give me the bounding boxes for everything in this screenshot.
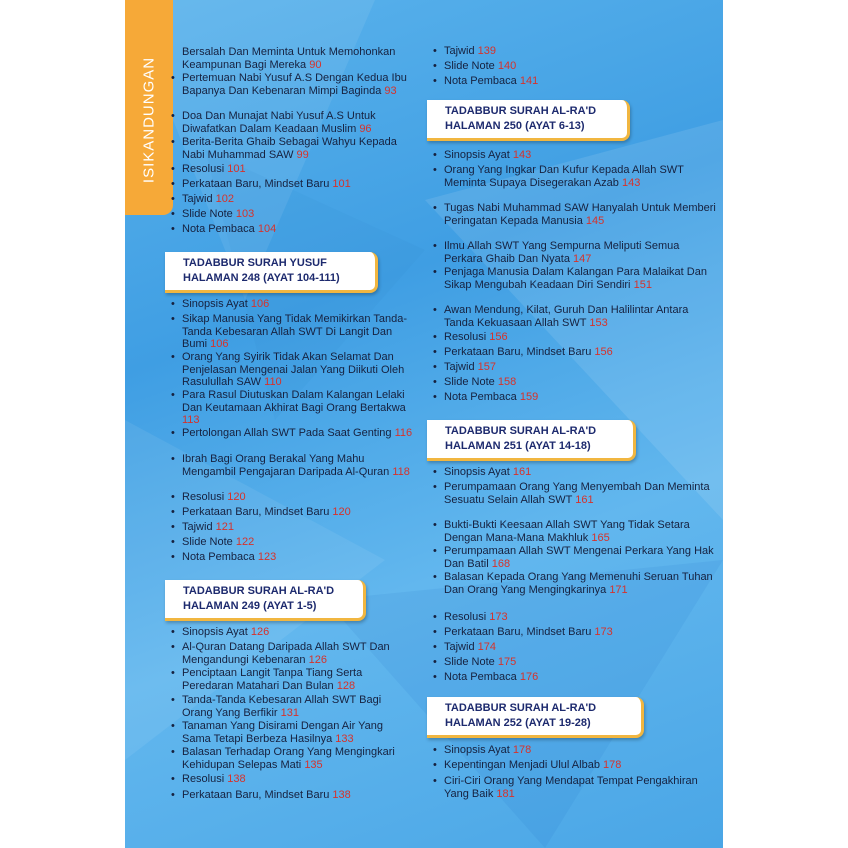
toc-item[interactable]: • Penjaga Manusia Dalam Kalangan Para Malaikat Dan Sikap Mengubah Keadaan Diri Sendiri 151 xyxy=(427,266,717,291)
toc-item[interactable]: • Slide Note 122 xyxy=(165,536,413,549)
toc-item[interactable]: • Perkataan Baru, Mindset Baru 120 xyxy=(165,506,413,519)
toc-item[interactable]: • Slide Note 158 xyxy=(427,376,717,389)
toc-item[interactable]: • Slide Note 140 xyxy=(427,60,717,73)
toc-item[interactable]: • Perkataan Baru, Mindset Baru 173 xyxy=(427,626,717,639)
toc-item[interactable]: • Sinopsis Ayat 126 xyxy=(165,626,413,639)
toc-item[interactable]: • Berita-Berita Ghaib Sebagai Wahyu Kepada Nabi Muhammad SAW 99 xyxy=(165,136,413,161)
toc-item[interactable]: • Pertolongan Allah SWT Pada Saat Genting 116 xyxy=(165,427,413,440)
section-subtitle: HALAMAN 251 (AYAT 14-18) xyxy=(445,440,591,452)
section-title: TADABBUR SURAH AL-RA'D xyxy=(445,105,597,117)
section-title: TADABBUR SURAH AL-RA'D xyxy=(445,425,597,437)
section-subtitle: HALAMAN 252 (AYAT 19-28) xyxy=(445,717,591,729)
toc-item[interactable]: • Para Rasul Diutuskan Dalam Kalangan Lelaki Dan Keutamaan Akhirat Bagi Orang Bertakwa 113 xyxy=(165,389,413,427)
toc-item[interactable]: • Sinopsis Ayat 143 xyxy=(427,149,717,162)
toc-item[interactable]: • Penciptaan Langit Tanpa Tiang Serta Peredaran Matahari Dan Bulan 128 xyxy=(165,667,413,692)
toc-item[interactable]: • Resolusi 173 xyxy=(427,611,717,624)
toc-item[interactable]: • Nota Pembaca 159 xyxy=(427,391,717,404)
toc-item[interactable]: • Tajwid 121 xyxy=(165,521,413,534)
toc-item[interactable]: • Perkataan Baru, Mindset Baru 156 xyxy=(427,346,717,359)
side-tab-label: ISIKANDUNGAN xyxy=(140,56,158,184)
toc-item[interactable]: • Ilmu Allah SWT Yang Sempurna Meliputi Semua Perkara Ghaib Dan Nyata 147 xyxy=(427,240,717,265)
toc-item[interactable]: • Slide Note 175 xyxy=(427,656,717,669)
toc-item[interactable]: • Tajwid 139 xyxy=(427,45,717,58)
toc-item[interactable]: • Nota Pembaca 176 xyxy=(427,671,717,684)
section-title: TADABBUR SURAH YUSUF xyxy=(183,257,327,269)
toc-item[interactable]: • Sinopsis Ayat 178 xyxy=(427,744,717,757)
toc-item[interactable]: • Slide Note 103 xyxy=(165,208,413,221)
toc-item[interactable]: • Orang Yang Ingkar Dan Kufur Kepada Allah SWT Meminta Supaya Disegerakan Azab 143 xyxy=(427,164,717,189)
toc-item[interactable]: • Resolusi 138 xyxy=(165,773,413,786)
toc-item[interactable]: • Tajwid 174 xyxy=(427,641,717,654)
section-header xyxy=(427,420,636,461)
toc-item[interactable]: Bersalah Dan Meminta Untuk Memohonkan Keampunan Bagi Mereka 90 xyxy=(182,46,396,71)
toc-item[interactable]: • Sinopsis Ayat 161 xyxy=(427,466,717,479)
toc-item[interactable]: • Kepentingan Menjadi Ulul Albab 178 xyxy=(427,759,717,772)
section-title: TADABBUR SURAH AL-RA'D xyxy=(183,585,335,597)
toc-item[interactable]: • Perkataan Baru, Mindset Baru 101 xyxy=(165,178,413,191)
toc-item[interactable]: • Resolusi 101 xyxy=(165,163,413,176)
toc-item[interactable]: • Al-Quran Datang Daripada Allah SWT Dan Mengandungi Kebenaran 126 xyxy=(165,641,413,666)
toc-item[interactable]: • Bukti-Bukti Keesaan Allah SWT Yang Tidak Setara Dengan Mana-Mana Makhluk 165 xyxy=(427,519,717,544)
toc-item[interactable]: • Perumpamaan Allah SWT Mengenai Perkara Yang Hak Dan Batil 168 xyxy=(427,545,717,570)
toc-item[interactable]: • Balasan Kepada Orang Yang Memenuhi Seruan Tuhan Dan Orang Yang Mengingkarinya 171 xyxy=(427,571,717,596)
toc-item[interactable]: • Ibrah Bagi Orang Berakal Yang Mahu Mengambil Pengajaran Daripada Al-Quran 118 xyxy=(165,453,413,478)
toc-item[interactable]: • Tanda-Tanda Kebesaran Allah SWT Bagi Orang Yang Berfikir 131 xyxy=(165,694,413,719)
section-subtitle: HALAMAN 250 (AYAT 6-13) xyxy=(445,120,585,132)
toc-item[interactable]: • Tajwid 102 xyxy=(165,193,413,206)
toc-item[interactable]: • Awan Mendung, Kilat, Guruh Dan Halilintar Antara Tanda Kekuasaan Allah SWT 153 xyxy=(427,304,717,329)
toc-item[interactable]: • Ciri-Ciri Orang Yang Mendapat Tempat Pengakhiran Yang Baik 181 xyxy=(427,775,717,800)
toc-item[interactable]: • Sikap Manusia Yang Tidak Memikirkan Tanda-Tanda Kebesaran Allah SWT Di Langit Dan Bumi 106 xyxy=(165,313,413,351)
section-header xyxy=(165,252,378,293)
section-header xyxy=(427,100,630,141)
toc-item[interactable]: • Nota Pembaca 123 xyxy=(165,551,413,564)
toc-item[interactable]: • Perkataan Baru, Mindset Baru 138 xyxy=(165,789,413,802)
section-header xyxy=(427,697,644,738)
toc-item[interactable]: • Pertemuan Nabi Yusuf A.S Dengan Kedua Ibu Bapanya Dan Kebenaran Mimpi Baginda 93 xyxy=(165,72,413,97)
section-subtitle: HALAMAN 248 (AYAT 104-111) xyxy=(183,272,340,284)
toc-page xyxy=(125,0,723,848)
toc-item[interactable]: • Tugas Nabi Muhammad SAW Hanyalah Untuk Memberi Peringatan Kepada Manusia 145 xyxy=(427,202,717,227)
toc-item[interactable]: • Perumpamaan Orang Yang Menyembah Dan Meminta Sesuatu Selain Allah SWT 161 xyxy=(427,481,717,506)
toc-item[interactable]: • Sinopsis Ayat 106 xyxy=(165,298,413,311)
toc-item[interactable]: • Tanaman Yang Disirami Dengan Air Yang Sama Tetapi Berbeza Hasilnya 133 xyxy=(165,720,413,745)
toc-item[interactable]: • Tajwid 157 xyxy=(427,361,717,374)
toc-item[interactable]: • Orang Yang Syirik Tidak Akan Selamat Dan Penjelasan Mengenai Jalan Yang Diikuti Oleh Rasulullah SAW 110 xyxy=(165,351,413,389)
toc-item[interactable]: • Doa Dan Munajat Nabi Yusuf A.S Untuk Diwafatkan Dalam Keadaan Muslim 96 xyxy=(165,110,413,135)
toc-item[interactable]: • Resolusi 120 xyxy=(165,491,413,504)
toc-item[interactable]: • Nota Pembaca 104 xyxy=(165,223,413,236)
toc-item[interactable]: • Resolusi 156 xyxy=(427,331,717,344)
toc-item[interactable]: • Balasan Terhadap Orang Yang Mengingkari Kehidupan Selepas Mati 135 xyxy=(165,746,413,771)
toc-item[interactable]: • Nota Pembaca 141 xyxy=(427,75,717,88)
section-subtitle: HALAMAN 249 (AYAT 1-5) xyxy=(183,600,317,612)
section-header xyxy=(165,580,366,621)
section-title: TADABBUR SURAH AL-RA'D xyxy=(445,702,597,714)
